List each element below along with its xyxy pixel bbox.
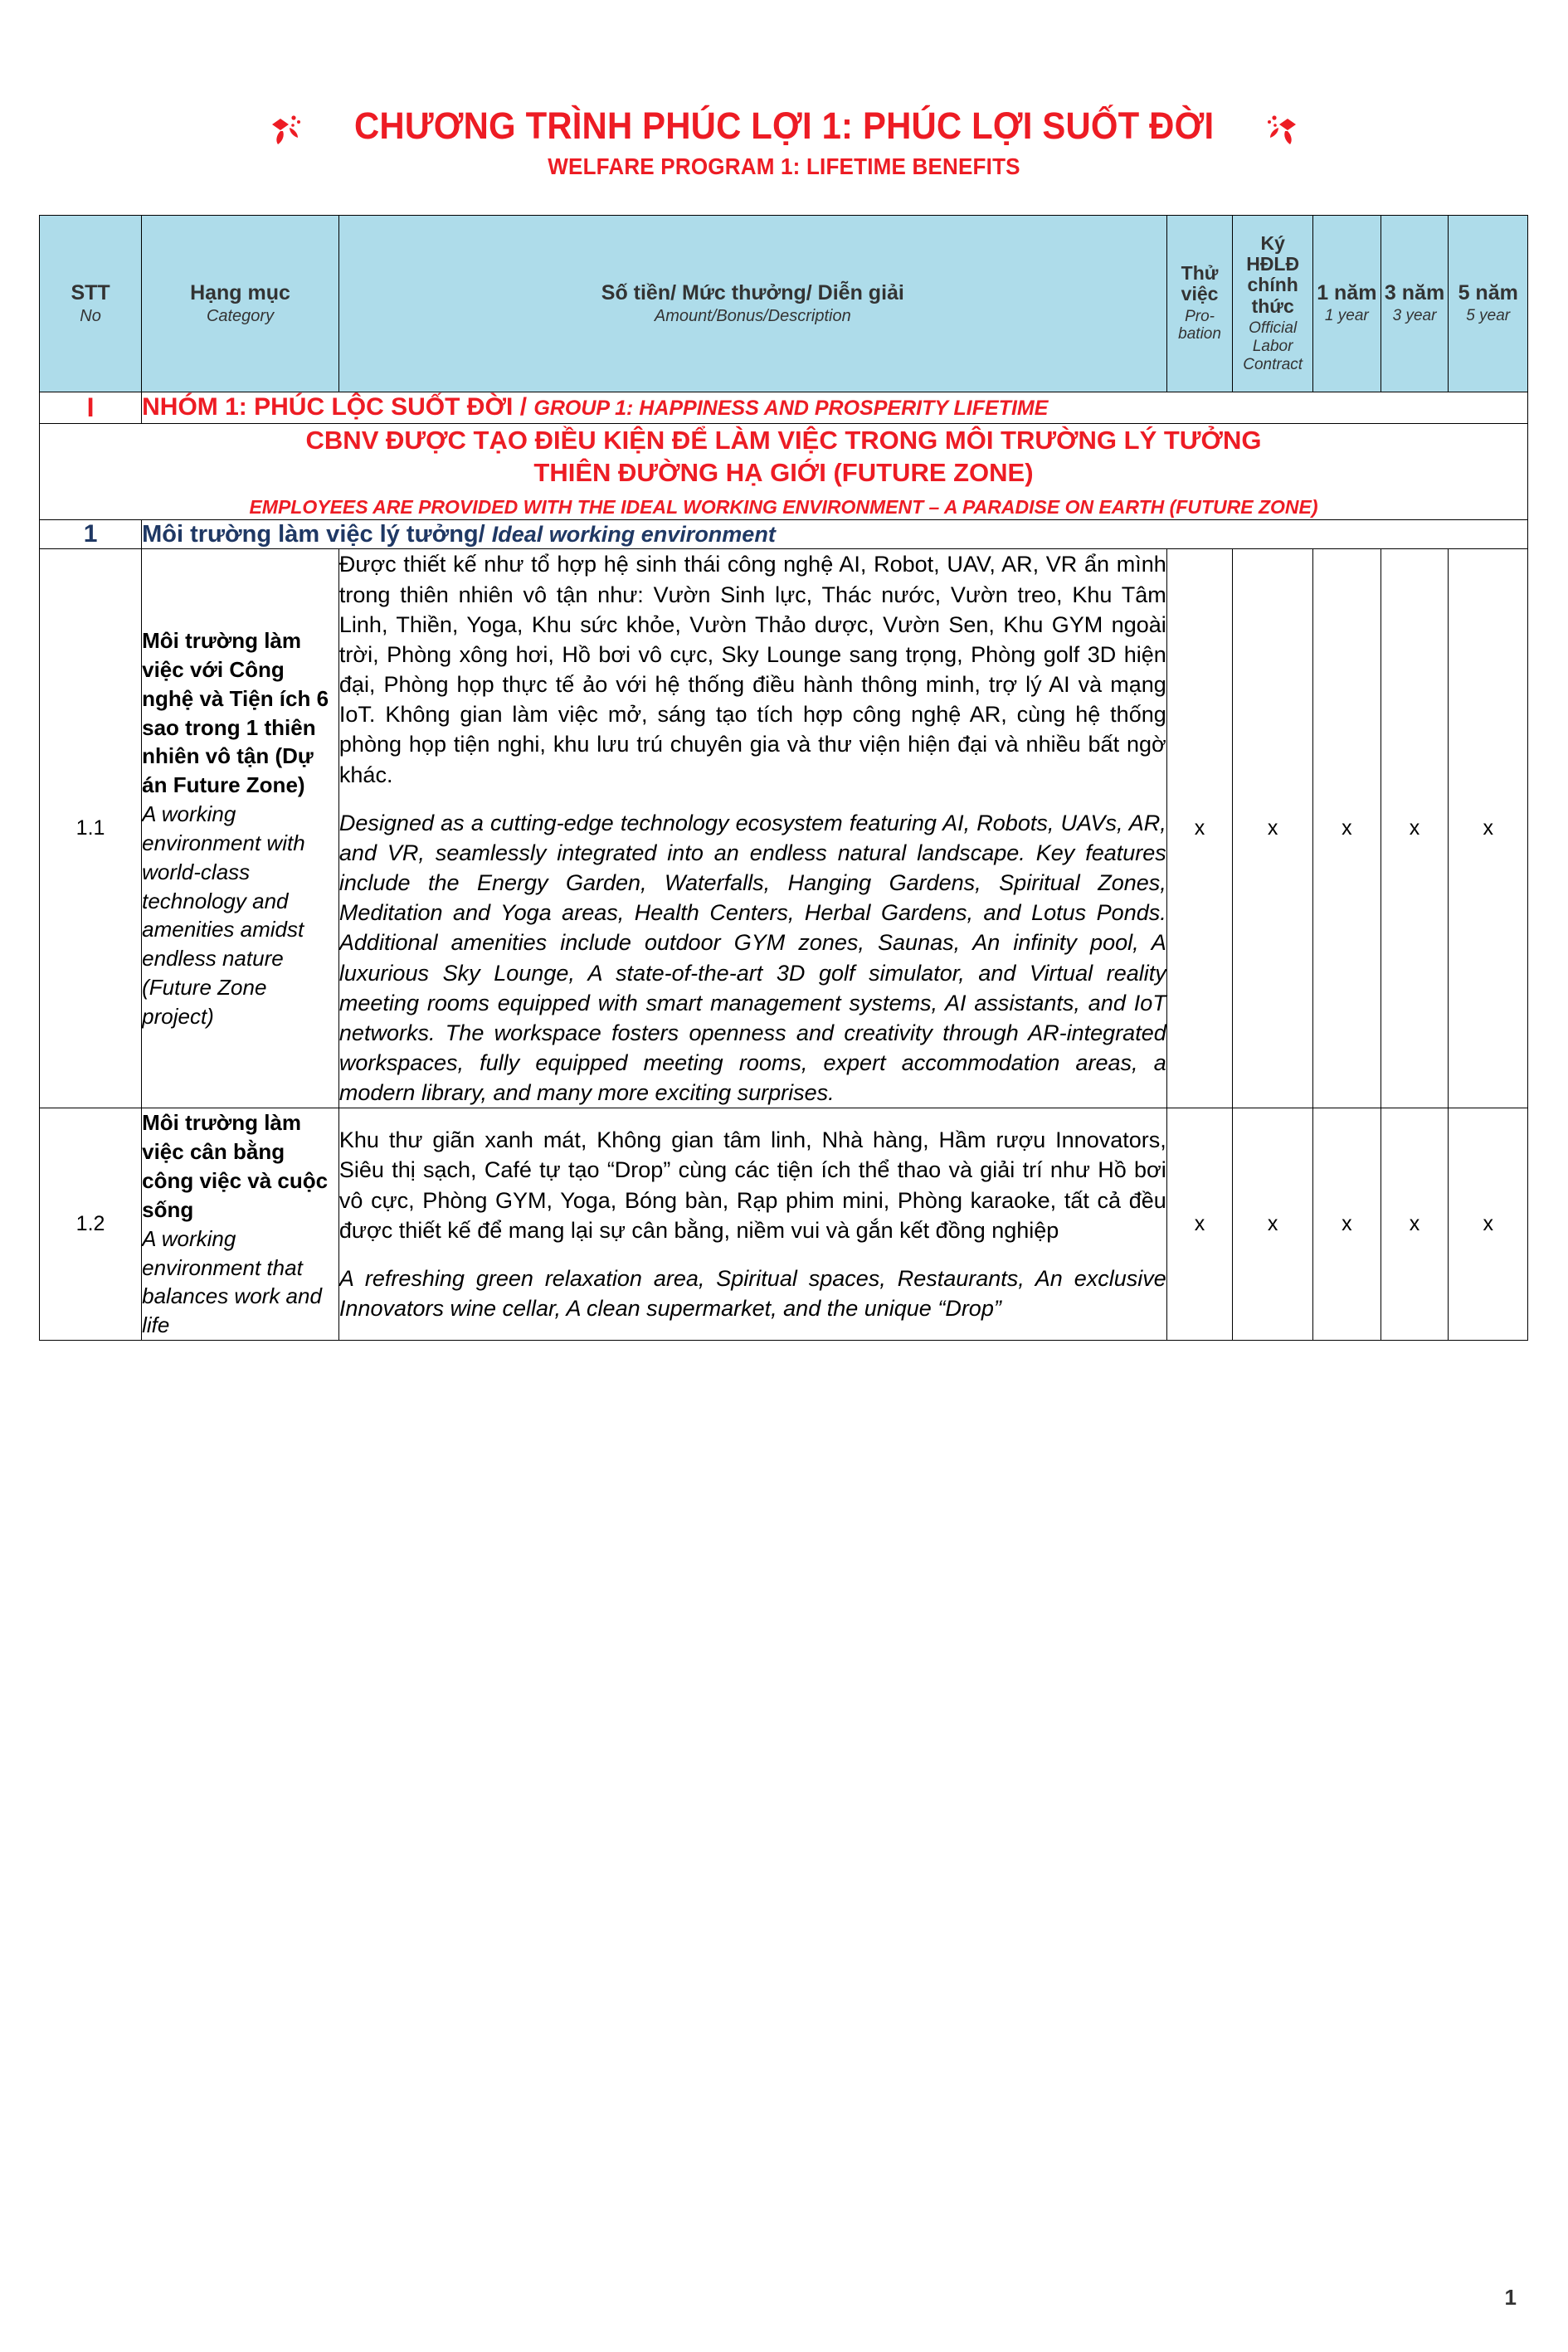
table-row (40, 549, 1528, 1108)
header-year1-vi: 1 năm (1317, 280, 1377, 304)
group-number: I (40, 392, 142, 423)
header-cell-description (338, 215, 1166, 392)
row-category-en: A working environment that balances work and life (142, 1225, 322, 1338)
row-description-en: A refreshing green relaxation area, Spiritual spaces, Restaurants, An exclusive Innovators wine cellar, A clean supermarket, and the unique “Drop” (338, 1265, 1166, 1322)
header-probation-en: Pro-bation (1178, 307, 1221, 343)
header-cell-year-1 (1312, 215, 1381, 392)
header-year5-en: 5 year (1466, 306, 1511, 324)
page-number: 1 (1504, 2285, 1517, 2310)
header-year5-vi: 5 năm (1458, 280, 1518, 304)
header-stt-vi: STT (71, 280, 110, 304)
group-title-en: GROUP 1: HAPPINESS AND PROSPERITY LIFETIME (533, 396, 1049, 420)
header-stt-en: No (80, 306, 101, 325)
header-cell-probation (1166, 215, 1233, 392)
floral-ornament-left-icon (270, 108, 304, 144)
table-header-row (40, 215, 1528, 392)
header-cell-stt (40, 215, 142, 392)
section-title-cell (142, 519, 1528, 549)
row-category (142, 549, 339, 1108)
header-probation-vi: Thử việc (1181, 261, 1219, 305)
row-mark-probation: x (1166, 1108, 1233, 1341)
table-row (40, 1108, 1528, 1341)
banner-line-en: EMPLOYEES ARE PROVIDED WITH THE IDEAL WORKING ENVIRONMENT – A PARADISE ON EARTH (FUTURE ZONE) (249, 495, 1318, 518)
header-cell-year-5 (1449, 215, 1528, 392)
row-mark-year5: x (1449, 1108, 1528, 1341)
row-mark-year5: x (1449, 549, 1528, 1108)
header-category-en: Category (206, 306, 275, 325)
row-category-vi: Môi trường làm việc cân bằng công việc và cuộc sống (142, 1110, 329, 1222)
row-description-vi: Khu thư giãn xanh mát, Không gian tâm linh, Nhà hàng, Hầm rượu Innovators, Siêu thị sạch, Café tự tạo “Drop” cùng các tiện ích thể thao và giải trí như Hồ bơi vô cực, Phòng GYM, Yoga, Bóng bàn, Rạp phim mini, Phòng karaoke, tất cả đều được thiết kế để mang lại sự cân bằng, niềm vui và gắn kết đồng nghiệp (338, 1127, 1166, 1243)
header-official-vi: Ký HĐLĐ chính thức (1246, 231, 1300, 317)
row-number: 1.2 (40, 1108, 142, 1341)
header-cell-official-contract (1233, 215, 1313, 392)
header-category-vi: Hạng mục (190, 280, 290, 304)
row-mark-official: x (1233, 1108, 1313, 1341)
header-description-en: Amount/Bonus/Description (654, 306, 851, 325)
section-title-vi: Môi trường làm việc lý tưởng/ (142, 520, 485, 548)
banner-line-2: THIÊN ĐƯỜNG HẠ GIỚI (FUTURE ZONE) (533, 458, 1034, 488)
title-text-vi: CHƯƠNG TRÌNH PHÚC LỢI 1: PHÚC LỢI SUỐT ĐỜI (353, 105, 1215, 147)
header-year3-en: 3 year (1392, 306, 1437, 324)
row-mark-official: x (1233, 549, 1313, 1108)
row-description (338, 1108, 1166, 1341)
group-heading-row (40, 392, 1528, 423)
row-description (338, 549, 1166, 1108)
row-category-vi: Môi trường làm việc với Công nghệ và Tiện ích 6 sao trong 1 thiên nhiên vô tận (Dự án Future Zone) (142, 628, 329, 798)
banner-cell (40, 423, 1528, 519)
row-mark-year1: x (1312, 1108, 1381, 1341)
row-category-en: A working environment with world-class technology and amenities amidst endless nature (Future Zone project) (142, 801, 305, 1029)
row-mark-year3: x (1381, 549, 1449, 1108)
row-category (142, 1108, 339, 1341)
header-description-vi: Số tiền/ Mức thưởng/ Diễn giải (601, 280, 904, 304)
banner-row (40, 423, 1528, 519)
header-year3-vi: 3 năm (1384, 280, 1445, 304)
header-year1-en: 1 year (1324, 306, 1369, 324)
group-title-cell (142, 392, 1528, 423)
floral-ornament-right-icon (1264, 108, 1298, 144)
row-description-vi: Được thiết kế như tổ hợp hệ sinh thái công nghệ AI, Robot, UAV, AR, VR ẩn mình trong thiên nhiên vô tận như: Vườn Sinh lực, Thác nước, Vườn treo, Khu Tâm Linh, Thiền, Yoga, Khu sức khỏe, Vườn Thảo dược, Vườn Sen, Khu GYM ngoài trời, Phòng xông hơi, Hồ bơi vô cực, Sky Lounge sang trọng, Phòng golf 3D hiện đại, Phòng họp thực tế ảo với hệ thống điều hành thông minh, trợ lý AI và mạng IoT. Không gian làm việc mở, sáng tạo tích hợp công nghệ AR, cùng hệ thống phòng họp tiện nghi, khu lưu trú chuyên gia và thư viện hiện đại và nhiều bất ngờ khác. (338, 552, 1166, 787)
banner-line-1: CBNV ĐƯỢC TẠO ĐIỀU KIỆN ĐỂ LÀM VIỆC TRONG MÔI TRƯỜNG LÝ TƯỞNG (305, 425, 1262, 455)
row-mark-year3: x (1381, 1108, 1449, 1341)
section-number: 1 (40, 519, 142, 549)
section-heading-row (40, 519, 1528, 549)
row-number: 1.1 (40, 549, 142, 1108)
row-mark-year1: x (1312, 549, 1381, 1108)
header-official-en: Official Labor Contract (1243, 319, 1303, 373)
group-title-vi: NHÓM 1: PHÚC LỘC SUỐT ĐỜI / (142, 392, 528, 421)
benefits-table (39, 215, 1528, 1341)
row-description-en: Designed as a cutting-edge technology ecosystem featuring AI, Robots, UAVs, AR, and VR, seamlessly integrated into an endless natural landscape. Key features include the Energy Garden, Waterfalls, Hanging Gardens, Spiritual Zones, Meditation and Yoga areas, Health Centers, Herbal Gardens, and Lotus Ponds. Additional amenities include outdoor GYM zones, Saunas, An infinity pool, A luxurious Sky Lounge, A state-of-the-art 3D golf simulator, and Virtual reality meeting rooms equipped with smart management systems, AI assistants, and IoT networks. The workspace fosters openness and creativity through AR-integrated workspaces, fully equipped meeting rooms, expert accommodation areas, a modern library, and many more exciting surprises. (338, 810, 1166, 1106)
header-cell-year-3 (1381, 215, 1449, 392)
title-line-vietnamese (0, 106, 1568, 147)
section-title-en: Ideal working environment (491, 521, 776, 547)
title-text-en: WELFARE PROGRAM 1: LIFETIME BENEFITS (548, 153, 1020, 179)
row-mark-probation: x (1166, 549, 1233, 1108)
document-title-block (0, 0, 1568, 180)
header-cell-category (142, 215, 339, 392)
